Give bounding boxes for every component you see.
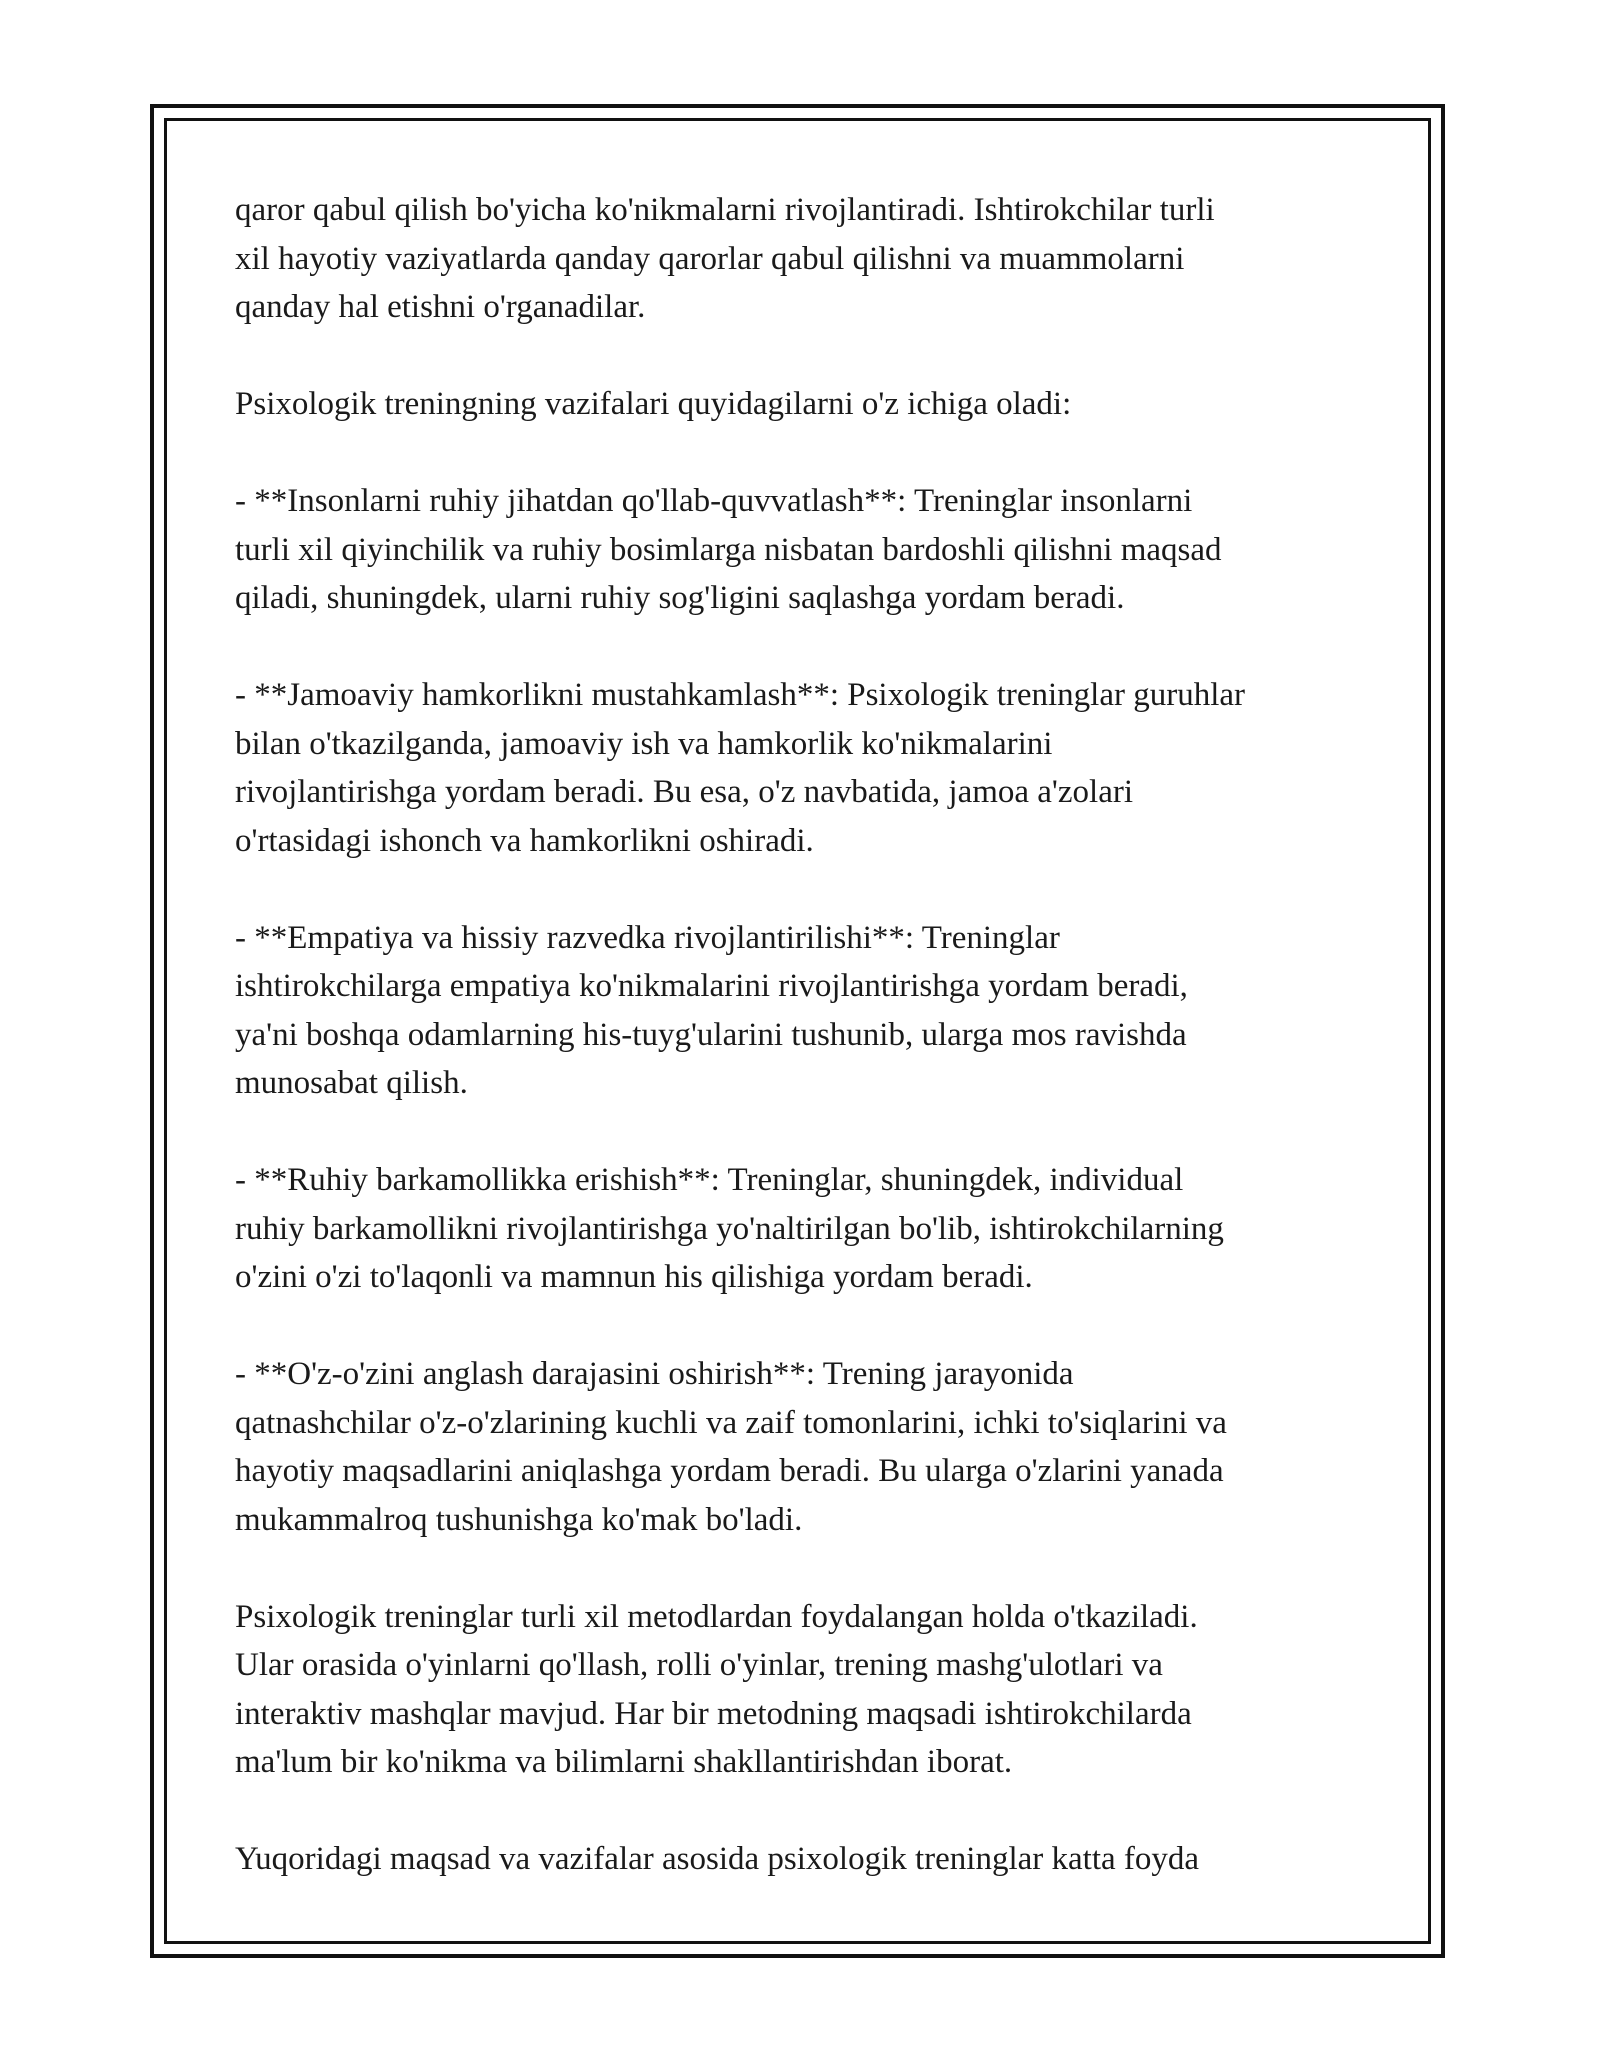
paragraph-8 <box>235 1593 1365 1787</box>
text-line: turli xil qiyinchilik va ruhiy bosimlarga nisbatan bardoshli qilishni maqsad <box>235 531 1222 568</box>
paragraph-6 <box>235 1156 1365 1302</box>
text-line: interaktiv mashqlar mavjud. Har bir metodning maqsadi ishtirokchilarda <box>235 1695 1192 1732</box>
text-line: - **Empatiya va hissiy razvedka rivojlantirilishi**: Treninglar <box>235 919 1060 956</box>
text-line: mukammalroq tushunishga ko'mak bo'ladi. <box>235 1501 803 1538</box>
paragraph-4 <box>235 671 1365 865</box>
text-line: Psixologik treninglar turli xil metodlardan foydalangan holda o'tkaziladi. <box>235 1598 1198 1635</box>
text-line: ishtirokchilarga empatiya ko'nikmalarini rivojlantirishga yordam beradi, <box>235 968 1188 1004</box>
text-line: qaror qabul qilish bo'yicha ko'nikmalarni rivojlantiradi. Ishtirokchilar turli <box>235 192 1215 228</box>
text-line: ya'ni boshqa odamlarning his-tuyg'ularini tushunib, ularga mos ravishda <box>235 1016 1187 1053</box>
document-body <box>235 186 1365 1932</box>
text-line: o'zini o'zi to'laqonli va mamnun his qilishiga yordam beradi. <box>235 1259 1033 1295</box>
text-line: qanday hal etishni o'rganadilar. <box>235 289 646 325</box>
text-line: ruhiy barkamollikni rivojlantirishga yo'naltirilgan bo'lib, ishtirokchilarning <box>235 1210 1224 1247</box>
text-line: hayotiy maqsadlarini aniqlashga yordam beradi. Bu ularga o'zlarini yanada <box>235 1453 1224 1489</box>
text-line: - **Jamoaviy hamkorlikni mustahkamlash**: Psixologik treninglar guruhlar <box>235 677 1246 713</box>
text-line: munosabat qilish. <box>235 1065 468 1101</box>
paragraph-5 <box>235 914 1365 1108</box>
paragraph-2 <box>235 380 1365 429</box>
text-line: - **O'z-o'zini anglash darajasini oshirish**: Trening jarayonida <box>235 1356 1074 1392</box>
text-line: o'rtasidagi ishonch va hamkorlikni oshiradi. <box>235 822 814 859</box>
paragraph-9 <box>235 1835 1365 1884</box>
text-line: qatnashchilar o'z-o'zlarining kuchli va zaif tomonlarini, ichki to'siqlarini va <box>235 1404 1227 1441</box>
text-line: Yuqoridagi maqsad va vazifalar asosida psixologik treninglar katta foyda <box>235 1841 1200 1877</box>
text-line: ma'lum bir ko'nikma va bilimlarni shakllantirishdan iborat. <box>235 1744 1013 1780</box>
text-line: bilan o'tkazilganda, jamoaviy ish va hamkorlik ko'nikmalarini <box>235 725 1053 762</box>
text-line: xil hayotiy vaziyatlarda qanday qarorlar qabul qilishni va muammolarni <box>235 240 1185 277</box>
text-line: - **Ruhiy barkamollikka erishish**: Treninglar, shuningdek, individual <box>235 1162 1184 1198</box>
text-line: rivojlantirishga yordam beradi. Bu esa, o'z navbatida, jamoa a'zolari <box>235 774 1133 810</box>
text-line: qiladi, shuningdek, ularni ruhiy sog'ligini saqlashga yordam beradi. <box>235 580 1125 616</box>
paragraph-3 <box>235 477 1365 623</box>
paragraph-1 <box>235 186 1365 332</box>
text-line: - **Insonlarni ruhiy jihatdan qo'llab-quvvatlash**: Treninglar insonlarni <box>235 483 1193 519</box>
text-line: Ular orasida o'yinlarni qo'llash, rolli o'yinlar, trening mashg'ulotlari va <box>235 1647 1163 1683</box>
paragraph-7 <box>235 1350 1365 1544</box>
text-line: Psixologik treningning vazifalari quyidagilarni o'z ichiga oladi: <box>235 386 1072 422</box>
